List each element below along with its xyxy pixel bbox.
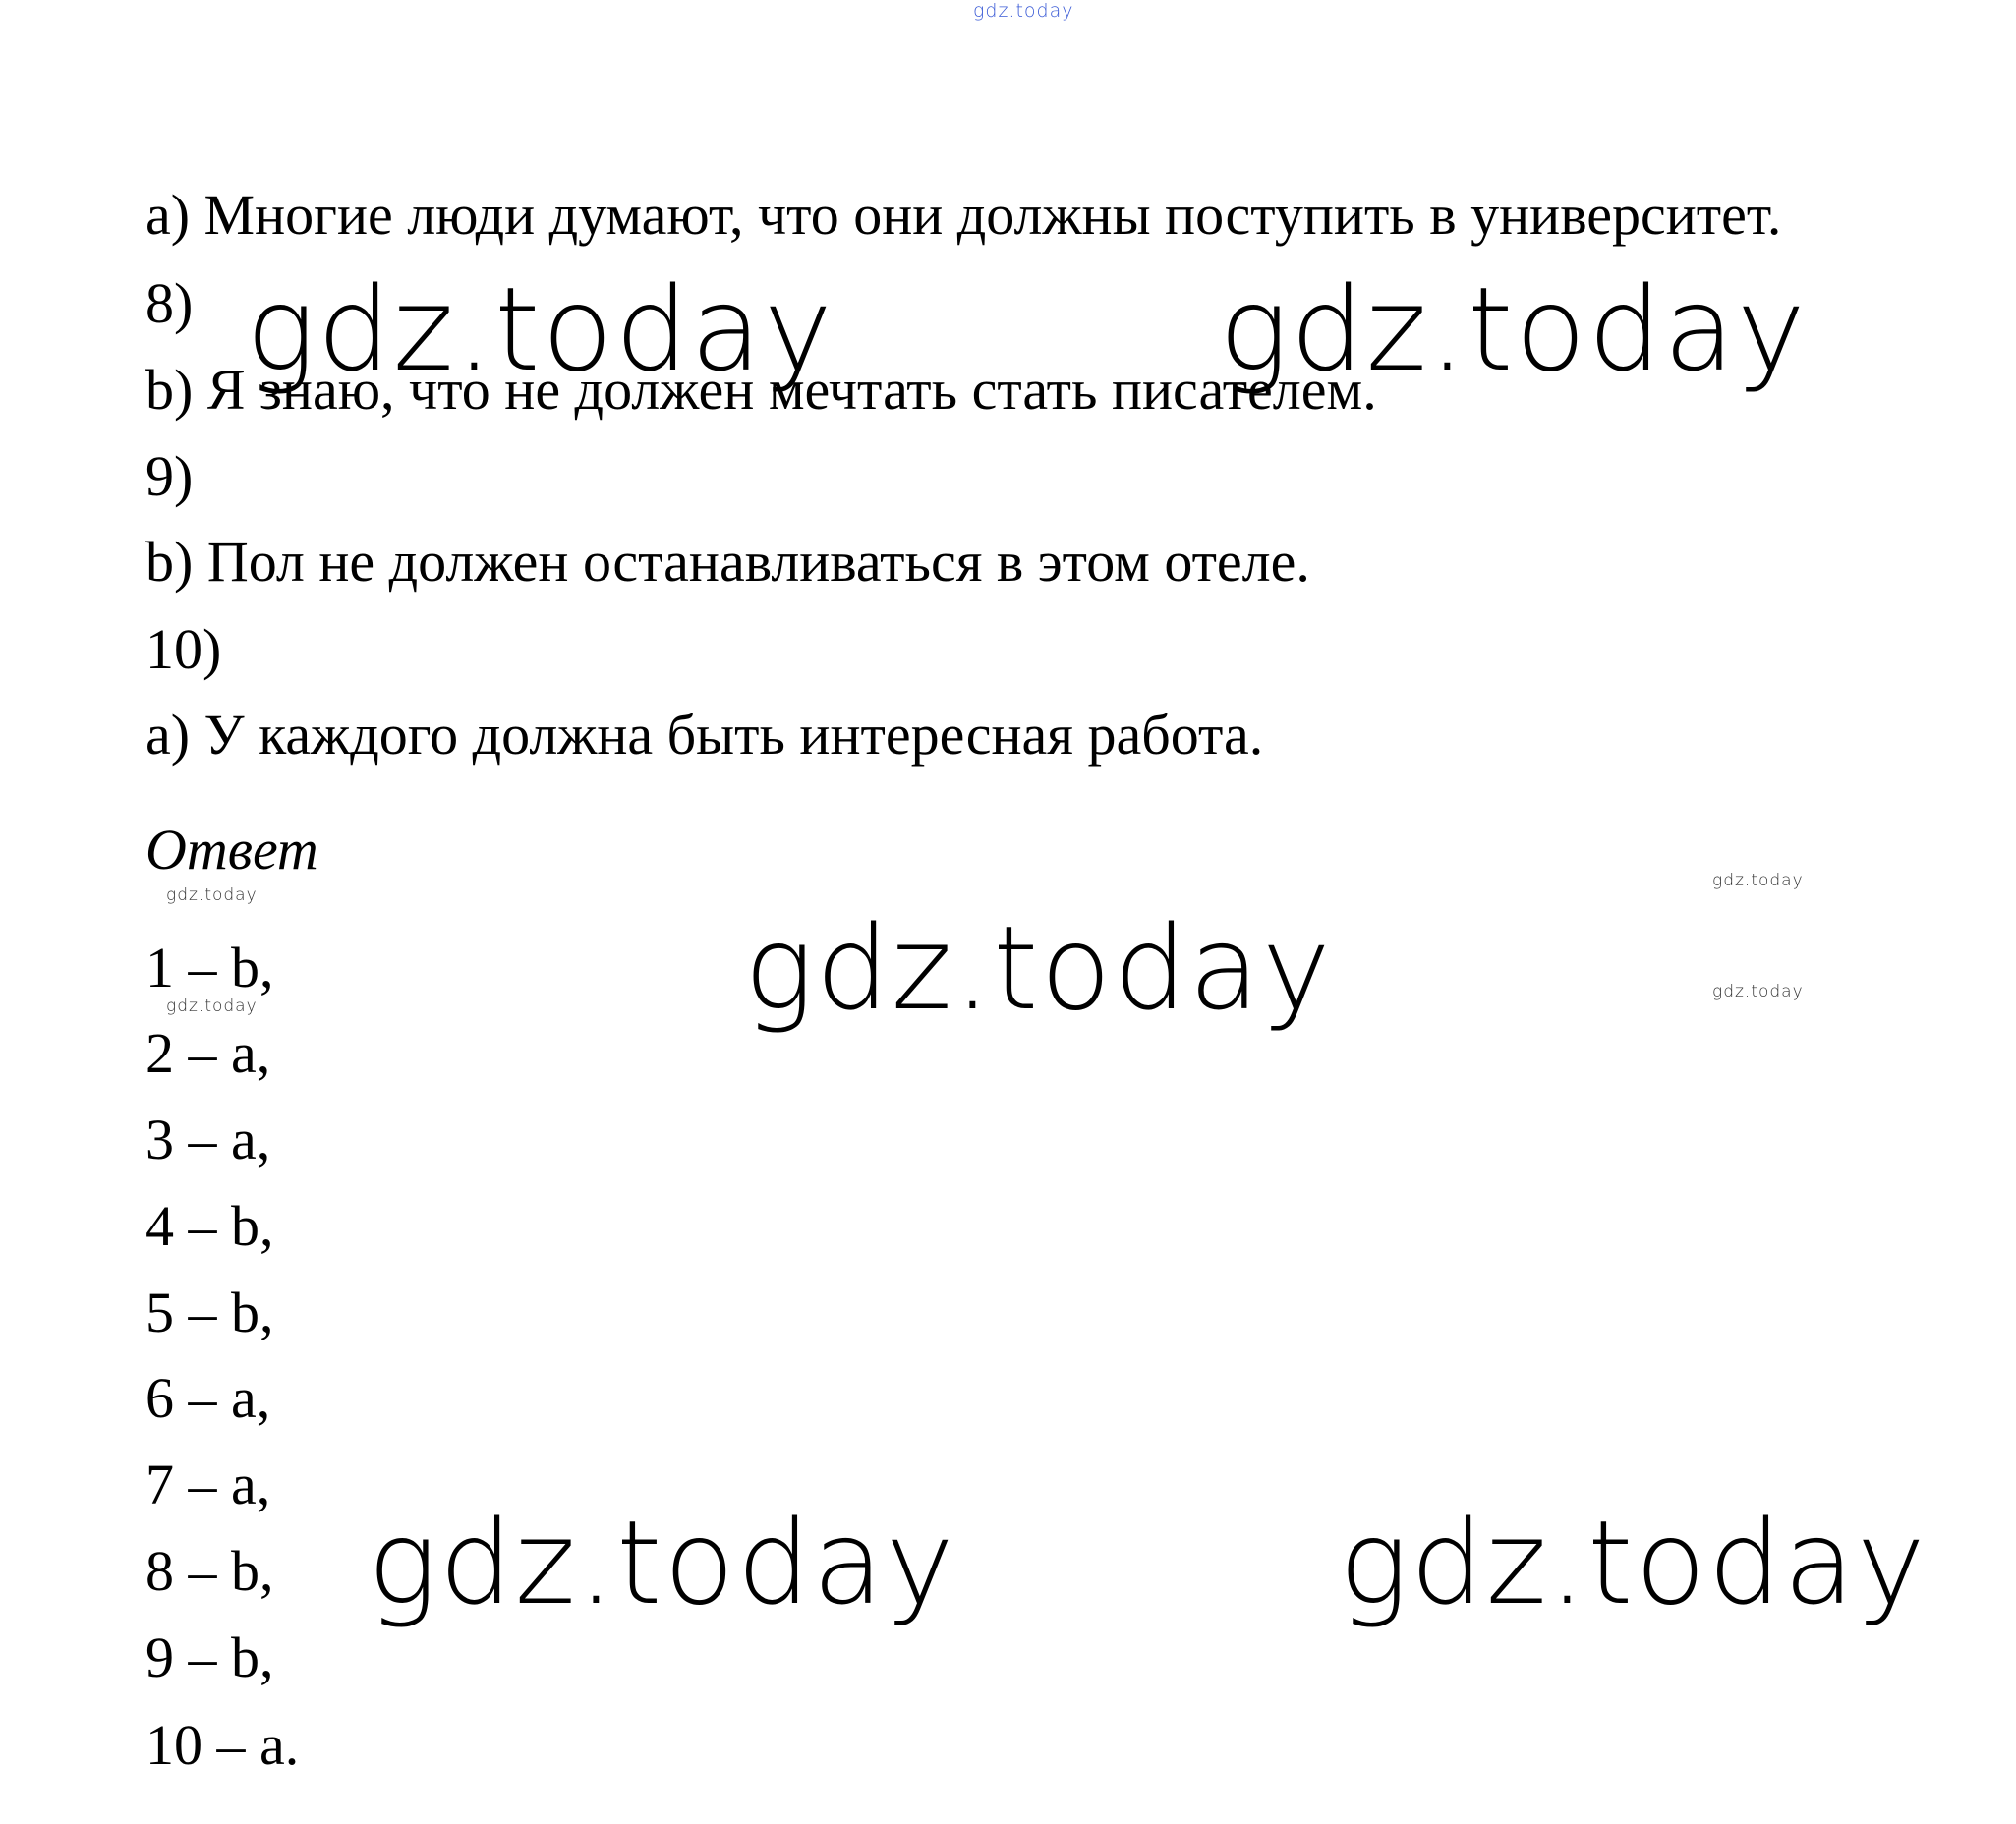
item-number-10: 10) xyxy=(145,617,222,681)
watermark-large: gdz.today xyxy=(246,261,835,397)
watermark-large: gdz.today xyxy=(368,1495,956,1630)
line-b-writer: b) Я знаю, что не должен мечтать стать писателем. xyxy=(145,358,1377,422)
answer-heading: Ответ xyxy=(145,818,318,882)
answer-item-2: 2 – a, xyxy=(145,1021,271,1085)
answer-item-6: 6 – a, xyxy=(145,1366,271,1430)
item-number-9: 9) xyxy=(145,444,194,508)
watermark-large: gdz.today xyxy=(744,900,1333,1036)
watermark-large: gdz.today xyxy=(1219,261,1808,397)
answer-item-10: 10 – a. xyxy=(145,1713,300,1777)
line-a-job: a) У каждого должна быть интересная работа. xyxy=(145,703,1264,767)
watermark-small: gdz.today xyxy=(1712,982,1804,1001)
answer-item-8: 8 – b, xyxy=(145,1539,274,1603)
answer-item-4: 4 – b, xyxy=(145,1194,274,1258)
answer-item-3: 3 – a, xyxy=(145,1108,271,1171)
answer-item-9: 9 – b, xyxy=(145,1625,274,1689)
watermark-small: gdz.today xyxy=(166,885,258,905)
item-number-8: 8) xyxy=(145,271,194,335)
line-a-university: a) Многие люди думают, что они должны поступить в университет. xyxy=(145,183,1782,247)
answer-item-1: 1 – b, xyxy=(145,936,274,999)
watermark-small: gdz.today xyxy=(166,997,258,1016)
answer-item-5: 5 – b, xyxy=(145,1281,274,1344)
watermark-small: gdz.today xyxy=(1712,871,1804,890)
answer-item-7: 7 – a, xyxy=(145,1453,271,1516)
watermark-top: gdz.today xyxy=(973,0,1074,22)
watermark-large: gdz.today xyxy=(1339,1495,1928,1630)
line-b-hotel: b) Пол не должен останавливаться в этом отеле. xyxy=(145,530,1310,594)
